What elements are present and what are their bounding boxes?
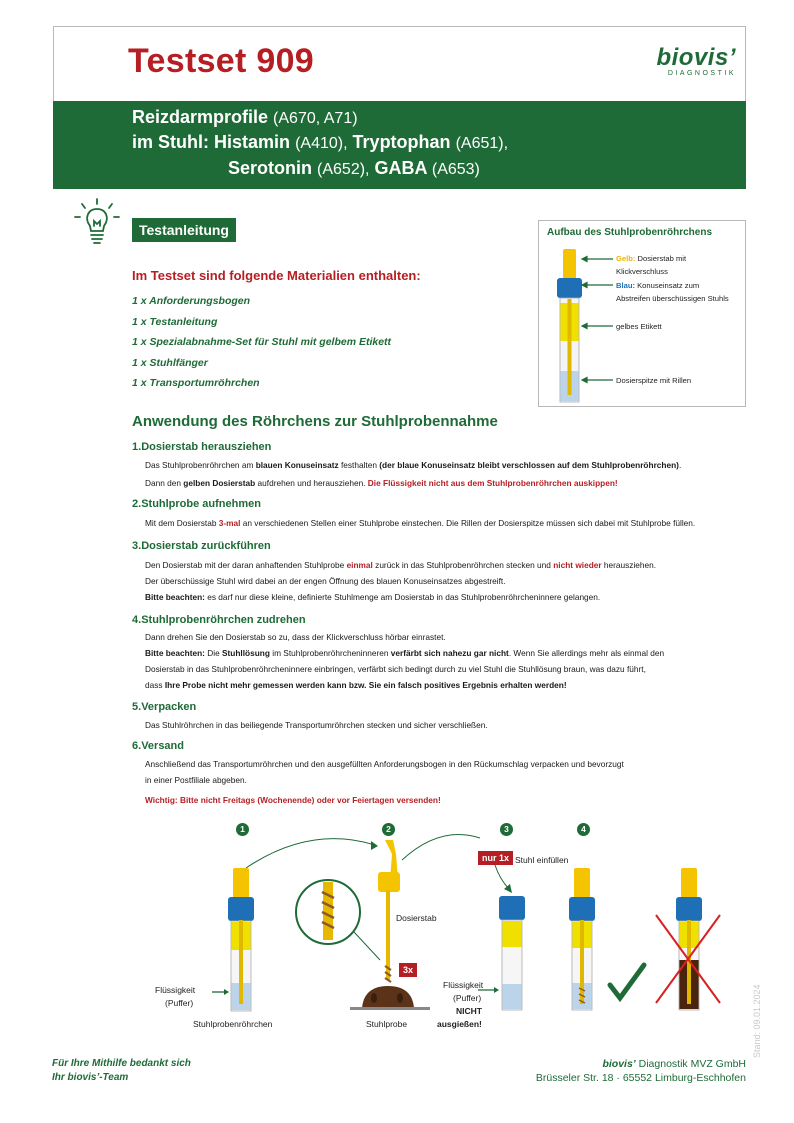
band-line-3: Serotonin (A652), GABA (A653) — [228, 158, 480, 178]
step-1-heading: 1.Dosierstab herausziehen — [132, 441, 272, 453]
band-line-2: im Stuhl: Histamin (A410), Tryptophan (A651), — [132, 132, 509, 152]
materials-title: Im Testset sind folgende Materialien enthalten: — [132, 268, 421, 283]
title-band — [53, 101, 746, 189]
step-3-line-3: Bitte beachten: es darf nur diese kleine, definierte Stuhlmenge am Dosierstab in das Stuhlprobenröhrcheninnere gelangen. — [145, 592, 601, 602]
step-4-line-1: Dann drehen Sie den Dosierstab so zu, dass der Klickverschluss hörbar einrastet. — [145, 632, 446, 642]
blau-text: Abstreifen überschüssigen Stuhls — [616, 294, 729, 303]
illustration-number-4: 4 — [577, 823, 590, 836]
gelb-text: Klickverschluss — [616, 267, 668, 276]
illustration-number-2: 2 — [382, 823, 395, 836]
step-4-line-3: Dosierstab in das Stuhlprobenröhrcheninnere einbringen, verfärbt sich bedingt durch zu viel Stuhl die Stuhllösung braun, was dazu führt, — [145, 664, 646, 674]
procedure-illustration — [140, 820, 740, 1045]
tube-structure-title: Aufbau des Stuhlprobenröhrchens — [547, 227, 713, 238]
illustration-number-3: 3 — [500, 823, 513, 836]
logo-main: biovis’ — [656, 44, 736, 71]
ausgiessen-label: ausgießen! — [437, 1019, 482, 1029]
nur-1x-badge: nur 1x — [478, 851, 513, 865]
3x-badge: 3x — [399, 963, 417, 977]
material-item: 1 x Testanleitung — [132, 316, 218, 328]
page-title: Testset 909 — [128, 42, 315, 80]
illustration-number-1: 1 — [236, 823, 249, 836]
step-5-heading: 5.Verpacken — [132, 701, 197, 713]
material-item: 1 x Transportumröhrchen — [132, 377, 260, 389]
band-line-1: Reizdarmprofile (A670, A71) — [132, 107, 358, 127]
step-2-heading: 2.Stuhlprobe aufnehmen — [132, 498, 261, 510]
material-item: 1 x Spezialabnahme-Set für Stuhl mit gelbem Etikett — [132, 336, 392, 348]
blau-label: Blau: Konuseinsatz zum — [616, 281, 700, 290]
biovis-logo — [656, 44, 736, 77]
nicht-label: NICHT — [456, 1006, 482, 1016]
step-1-line-2: Dann den gelben Dosierstab aufdrehen und herausziehen. Die Flüssigkeit nicht aus dem Stuhlprobenröhrchen auskippen! — [145, 478, 618, 488]
roehrchen-label: Stuhlprobenröhrchen — [193, 1019, 273, 1029]
stuhlprobe-label: Stuhlprobe — [366, 1019, 408, 1029]
footer-address: biovis’ Diagnostik MVZ GmbH Brüsseler Str. 18 · 65552 Limburg-Eschhofen — [535, 1058, 746, 1084]
fluessigkeit-label-1: Flüssigkeit — [155, 985, 196, 995]
fluessigkeit-label-2: Flüssigkeit — [443, 980, 484, 990]
step-2-line-1: Mit dem Dosierstab 3-mal an verschiedenen Stellen einer Stuhlprobe einstechen. Die Rillen der Dosierspitze müssen sich dabei mit Stuhlprobe füllen. — [145, 518, 696, 528]
step-4-line-2: Bitte beachten: Die Stuhllösung im Stuhlprobenröhrcheninneren verfärbt sich nahezu gar nicht. Wenn Sie allerdings mehr als einmal den — [145, 648, 665, 658]
tube-structure-box — [538, 220, 746, 407]
tube-diagram — [549, 247, 619, 407]
logo-sub: DIAGNOSTIK — [667, 70, 736, 77]
step-4-line-4: dass Ihre Probe nicht mehr gemessen werden kann bzw. Sie ein falsch positives Ergebnis erhalten werden! — [145, 680, 567, 690]
footer-thanks: Für Ihre Mithilfe bedankt sich Ihr biovis’-Team — [52, 1058, 191, 1083]
step-5-line-1: Das Stuhlröhrchen in das beiliegende Transportumröhrchen stecken und sicher verschließen. — [145, 720, 488, 730]
testanleitung-tag: Testanleitung — [132, 218, 236, 242]
stuhl-einfuellen-label: Stuhl einfüllen — [515, 855, 569, 865]
step-6-heading: 6.Versand — [132, 740, 184, 752]
spitze-label: Dosierspitze mit Rillen — [616, 376, 692, 385]
material-item: 1 x Anforderungsbogen — [132, 295, 251, 307]
step-3-heading: 3.Dosierstab zurückführen — [132, 540, 271, 552]
puffer-label-1: (Puffer) — [165, 998, 194, 1008]
step-1-line-1: Das Stuhlprobenröhrchen am blauen Konuseinsatz festhalten (der blaue Konuseinsatz bleibt verschlossen auf dem Stuhlprobenröhrchen). — [145, 460, 682, 470]
lightbulb-icon — [72, 198, 122, 248]
step-4-heading: 4.Stuhlprobenröhrchen zudrehen — [132, 614, 306, 626]
material-item: 1 x Stuhlfänger — [132, 357, 208, 369]
etikett-label: gelbes Etikett — [616, 322, 662, 331]
step-6-line-1: Anschließend das Transportumröhrchen und den ausgefüllten Anforderungsbogen in den Rückumschlag verpacken und bevorzugt — [145, 759, 624, 769]
section-title: Anwendung des Röhrchens zur Stuhlprobennahme — [132, 413, 498, 430]
gelb-label: Gelb: Dosierstab mit — [616, 254, 687, 263]
step-3-line-1: Den Dosierstab mit der daran anhaftenden Stuhlprobe einmal zurück in das Stuhlprobenröhrchen stecken und nicht wieder herausziehen. — [145, 560, 657, 570]
stand-date: Stand: 09.01.2024 — [752, 984, 762, 1058]
dosierstab-label: Dosierstab — [396, 913, 437, 923]
step-3-line-2: Der überschüssige Stuhl wird dabei an der engen Öffnung des blauen Konuseinsatzes abgestreift. — [145, 576, 506, 586]
puffer-label-2: (Puffer) — [453, 993, 482, 1003]
step-6-warning: Wichtig: Bitte nicht Freitags (Wochenende) oder vor Feiertagen versenden! — [145, 795, 441, 805]
step-6-line-2: in einer Postfiliale abgeben. — [145, 775, 247, 785]
